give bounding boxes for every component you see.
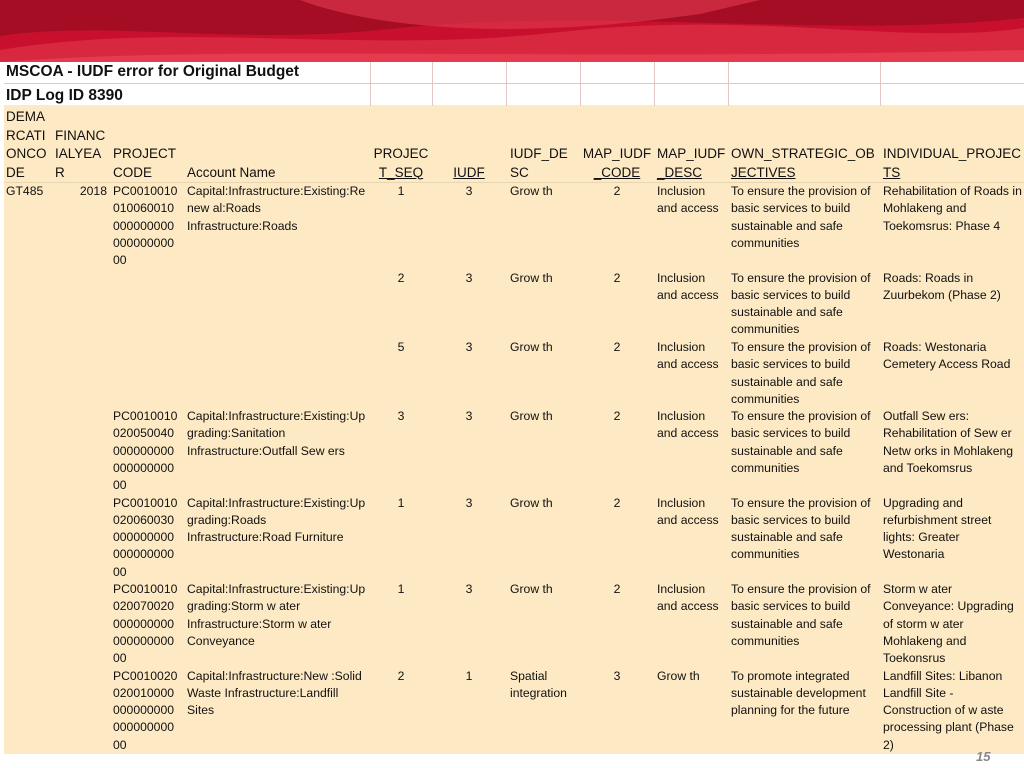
cell-line: Upgrading and	[883, 495, 963, 510]
iudf-desc-cell	[510, 495, 580, 512]
cell-line: and access	[657, 287, 719, 302]
cell-line: sustainable and safe	[731, 305, 843, 320]
iudf-cell	[437, 495, 501, 512]
projects-cell	[883, 183, 1024, 235]
cell-line: Grow th	[510, 582, 553, 596]
cell-line: 2	[613, 582, 621, 596]
cell-line: 010060010	[113, 201, 175, 216]
cell-line: Zuurbekom (Phase 2)	[883, 287, 1001, 302]
grid-line	[370, 62, 371, 106]
financial-year-value: 2018	[79, 184, 107, 198]
cell-line: Infrastructure:Road Furniture	[187, 530, 344, 545]
cell-line: 00	[113, 737, 127, 752]
cell-line: 3	[613, 668, 621, 683]
cell-line: To ensure the provision of	[731, 409, 871, 423]
cell-line: Capital:Infrastructure:New :Solid	[187, 668, 362, 683]
grid-line	[880, 62, 881, 106]
map-iudf-desc-cell	[657, 581, 729, 616]
cell-line: Capital:Infrastructure:Existing:Up	[187, 409, 366, 423]
cell-line: grading:Storm w ater	[187, 599, 301, 614]
cell-line: sustainable and safe	[731, 616, 843, 631]
cell-line: and access	[657, 201, 719, 216]
cell-line: 000000000	[113, 443, 175, 458]
cell-line: 2	[613, 184, 621, 198]
cell-line: Infrastructure:Outfall Sew ers	[187, 443, 345, 458]
cell-line: of storm w ater	[883, 616, 964, 631]
cell-line: Grow th	[510, 270, 553, 285]
cell-line: To ensure the provision of	[731, 582, 871, 596]
cell-line: PC0010010	[113, 582, 178, 596]
cell-line: communities	[731, 547, 800, 562]
cell-line: To ensure the provision of	[731, 495, 871, 510]
cell-line: 1	[397, 495, 405, 510]
cell-line: PC0010010	[113, 184, 178, 198]
cell-line: 1	[397, 184, 405, 198]
report-title: MSCOA - IUDF error for Original Budget	[6, 63, 300, 80]
cell-line: Grow th	[657, 668, 700, 683]
cell-line: Grow th	[510, 340, 553, 354]
project-seq-cell	[370, 408, 432, 425]
project-seq-cell	[370, 339, 432, 356]
cell-line: Netw orks in Mohlakeng	[883, 443, 1014, 458]
map-iudf-code-cell	[580, 183, 654, 200]
iudf-desc-cell	[510, 668, 580, 703]
header-iudf-desc: IUDF_DE SC	[510, 146, 568, 180]
cell-line: new al:Roads	[187, 201, 261, 216]
projects-cell	[883, 581, 1024, 667]
cell-line: 3	[465, 270, 473, 285]
cell-line: 000000000	[113, 547, 175, 562]
objectives-cell	[731, 581, 881, 650]
project-seq-cell	[370, 270, 432, 287]
map-iudf-desc-cell	[657, 339, 729, 374]
cell-line: and Toekomsrus	[883, 460, 973, 475]
cell-line: planning for the future	[731, 703, 850, 718]
cell-line: communities	[731, 235, 800, 250]
cell-line: 000000000	[113, 633, 175, 648]
cell-line: Westonaria	[883, 547, 945, 562]
cell-line: 000000000	[113, 235, 175, 250]
cell-line: Grow th	[510, 184, 553, 198]
cell-line: 2	[613, 340, 621, 354]
iudf-cell	[437, 270, 501, 287]
cell-line: Storm w ater	[883, 582, 953, 596]
grid-line	[580, 62, 581, 106]
cell-line: 00	[113, 564, 127, 579]
iudf-cell	[437, 339, 501, 356]
cell-line: grading:Roads	[187, 512, 267, 527]
header-demarcation: DEMA RCATI ONCO DE	[6, 109, 47, 180]
cell-line: To ensure the provision of	[731, 184, 871, 198]
cell-line: 3	[397, 409, 405, 423]
cell-line: Infrastructure:Storm w ater	[187, 616, 332, 631]
project-seq-cell	[370, 581, 432, 598]
cell-line: and access	[657, 512, 719, 527]
objectives-cell	[731, 270, 881, 339]
cell-line: 020010000	[113, 685, 175, 700]
account-name-cell	[187, 668, 369, 720]
cell-line: Rehabilitation of Sew er	[883, 426, 1012, 441]
cell-line: Grow th	[510, 495, 553, 510]
header-financial-year: FINANC IALYEA R	[55, 127, 106, 180]
objectives-cell	[731, 339, 881, 408]
cell-line: 020060030	[113, 512, 175, 527]
title-row	[4, 62, 1024, 84]
map-iudf-desc-cell	[657, 495, 729, 530]
cell-line: Rehabilitation of Roads in	[883, 184, 1022, 198]
cell-line: sustainable development	[731, 685, 866, 700]
projects-cell	[883, 495, 1024, 564]
cell-line: 2	[613, 270, 621, 285]
cell-line: 000000000	[113, 720, 175, 735]
cell-line: Inclusion	[657, 495, 706, 510]
account-name-cell	[187, 581, 369, 650]
cell-line: Conveyance	[187, 633, 255, 648]
iudf-cell	[437, 183, 501, 200]
log-id-title: IDP Log ID 8390	[6, 87, 123, 104]
cell-line: Inclusion	[657, 409, 706, 423]
cell-line: Capital:Infrastructure:Existing:Up	[187, 495, 366, 510]
cell-line: Cemetery Access Road	[883, 357, 1011, 372]
cell-line: communities	[731, 322, 800, 337]
cell-line: Sites	[187, 703, 215, 718]
objectives-cell	[731, 408, 881, 477]
cell-line: 000000000	[113, 460, 175, 475]
cell-line: 3	[465, 582, 473, 596]
cell-line: PC0010020	[113, 668, 178, 683]
objectives-cell	[731, 668, 881, 720]
cell-line: communities	[731, 633, 800, 648]
cell-line: PC0010010	[113, 409, 178, 423]
iudf-cell	[437, 581, 501, 598]
cell-line: Landfill Site -	[883, 685, 954, 700]
cell-line: sustainable and safe	[731, 374, 843, 389]
cell-line: 00	[113, 651, 127, 666]
cell-line: Inclusion	[657, 340, 706, 354]
account-name-cell	[187, 495, 369, 547]
cell-line: 2	[613, 409, 621, 423]
cell-line: Construction of w aste	[883, 703, 1004, 718]
cell-line: 000000000	[113, 530, 175, 545]
objectives-cell	[731, 495, 881, 564]
cell-line: PC0010010	[113, 495, 178, 510]
projects-cell	[883, 270, 1024, 305]
header-project-code: PROJECT CODE	[113, 146, 177, 180]
cell-line: Grow th	[510, 409, 553, 423]
account-name-cell	[187, 183, 369, 235]
header-own-strategic-objectives: OWN_STRATEGIC_OB JECTIVES	[731, 146, 875, 180]
grid-line	[654, 62, 655, 106]
iudf-desc-cell	[510, 339, 580, 356]
cell-line: 3	[465, 409, 473, 423]
cell-line: Inclusion	[657, 582, 706, 596]
cell-line: Mohlakeng and	[883, 633, 967, 648]
project-code-cell	[113, 495, 185, 581]
cell-line: sustainable and safe	[731, 443, 843, 458]
cell-line: and access	[657, 426, 719, 441]
cell-line: 020050040	[113, 426, 175, 441]
cell-line: refurbishment street	[883, 512, 992, 527]
cell-line: To ensure the provision of	[731, 340, 871, 354]
cell-line: 000000000	[113, 616, 175, 631]
cell-line: sustainable and safe	[731, 218, 843, 233]
project-code-cell	[113, 581, 185, 667]
cell-line: 000000000	[113, 703, 175, 718]
cell-line: 3	[465, 184, 473, 198]
spreadsheet	[4, 62, 1024, 764]
cell-line: sustainable and safe	[731, 530, 843, 545]
cell-line: basic services to build	[731, 426, 851, 441]
cell-line: basic services to build	[731, 599, 851, 614]
map-iudf-desc-cell	[657, 668, 729, 685]
projects-cell	[883, 668, 1024, 754]
iudf-desc-cell	[510, 183, 580, 200]
cell-line: 00	[113, 253, 127, 268]
iudf-cell	[437, 668, 501, 685]
project-seq-cell	[370, 183, 432, 200]
projects-cell	[883, 339, 1024, 374]
cell-line: 3	[465, 495, 473, 510]
cell-line: basic services to build	[731, 357, 851, 372]
cell-line: 5	[397, 340, 405, 354]
cell-line: and access	[657, 599, 719, 614]
objectives-cell	[731, 183, 881, 252]
cell-line: Toekonsrus	[883, 651, 946, 666]
grid-line	[432, 62, 433, 106]
cell-line: Inclusion	[657, 184, 706, 198]
account-name-cell	[187, 408, 369, 460]
cell-line: 1	[397, 582, 405, 596]
cell-line: Conveyance: Upgrading	[883, 599, 1014, 614]
map-iudf-code-cell	[580, 581, 654, 598]
header-banner	[0, 0, 1024, 62]
cell-line: integration	[510, 685, 567, 700]
cell-line: 2	[397, 270, 405, 285]
iudf-desc-cell	[510, 581, 580, 598]
header-iudf: IUDF	[453, 164, 485, 180]
cell-line: 2	[613, 495, 621, 510]
project-seq-cell	[370, 495, 432, 512]
cell-line: basic services to build	[731, 512, 851, 527]
header-map-iudf-desc: MAP_IUDF _DESC	[657, 146, 726, 180]
header-account-name: Account Name	[187, 164, 276, 180]
cell-line: 2)	[883, 737, 894, 752]
cell-line: 1	[465, 668, 473, 683]
header-map-iudf-code: MAP_IUDF _CODE	[582, 146, 652, 180]
cell-line: basic services to build	[731, 201, 851, 216]
cell-line: 000000000	[113, 218, 175, 233]
cell-line: Capital:Infrastructure:Existing:Re	[187, 184, 366, 198]
map-iudf-desc-cell	[657, 408, 729, 443]
cell-line: Landfill Sites: Libanon	[883, 668, 1003, 683]
title-row-2	[4, 84, 1024, 105]
page-number: 15	[976, 749, 991, 764]
project-code-cell	[113, 668, 185, 754]
grid-line	[728, 62, 729, 106]
grid-line	[506, 62, 507, 106]
map-iudf-code-cell	[580, 339, 654, 356]
cell-line: Capital:Infrastructure:Existing:Up	[187, 582, 366, 596]
map-iudf-desc-cell	[657, 183, 729, 218]
cell-line: Infrastructure:Roads	[187, 218, 298, 233]
cell-line: processing plant (Phase	[883, 720, 1014, 735]
cell-line: and access	[657, 357, 719, 372]
cell-line: communities	[731, 391, 800, 406]
project-seq-cell	[370, 668, 432, 685]
iudf-desc-cell	[510, 408, 580, 425]
project-code-cell	[113, 408, 185, 494]
cell-line: 020070020	[113, 599, 175, 614]
iudf-desc-cell	[510, 270, 580, 287]
cell-line: Roads: Westonaria	[883, 340, 987, 354]
cell-line: communities	[731, 460, 800, 475]
map-iudf-code-cell	[580, 495, 654, 512]
cell-line: Waste Infrastructure:Landfill	[187, 685, 339, 700]
cell-line: 3	[465, 340, 473, 354]
demarcation-code: GT485	[6, 184, 44, 198]
cell-line: 2	[397, 668, 405, 683]
iudf-cell	[437, 408, 501, 425]
cell-line: lights: Greater	[883, 530, 960, 545]
cell-line: grading:Sanitation	[187, 426, 286, 441]
map-iudf-code-cell	[580, 270, 654, 287]
cell-line: Outfall Sew ers:	[883, 409, 970, 423]
cell-line: To promote integrated	[731, 668, 850, 683]
header-individual-projects: INDIVIDUAL_PROJEC TS	[883, 146, 1022, 180]
project-code-cell	[113, 183, 185, 269]
header-project-seq: PROJEC T_SEQ	[373, 146, 429, 180]
cell-line: To ensure the provision of	[731, 270, 871, 285]
cell-line: Mohlakeng and	[883, 201, 967, 216]
map-iudf-code-cell	[580, 668, 654, 685]
projects-cell	[883, 408, 1024, 477]
map-iudf-desc-cell	[657, 270, 729, 305]
cell-line: Toekomsrus: Phase 4	[883, 218, 1001, 233]
map-iudf-code-cell	[580, 408, 654, 425]
cell-line: Roads: Roads in	[883, 270, 974, 285]
cell-line: Spatial	[510, 668, 548, 683]
cell-line: 00	[113, 478, 127, 493]
cell-line: basic services to build	[731, 287, 851, 302]
cell-line: Inclusion	[657, 270, 706, 285]
